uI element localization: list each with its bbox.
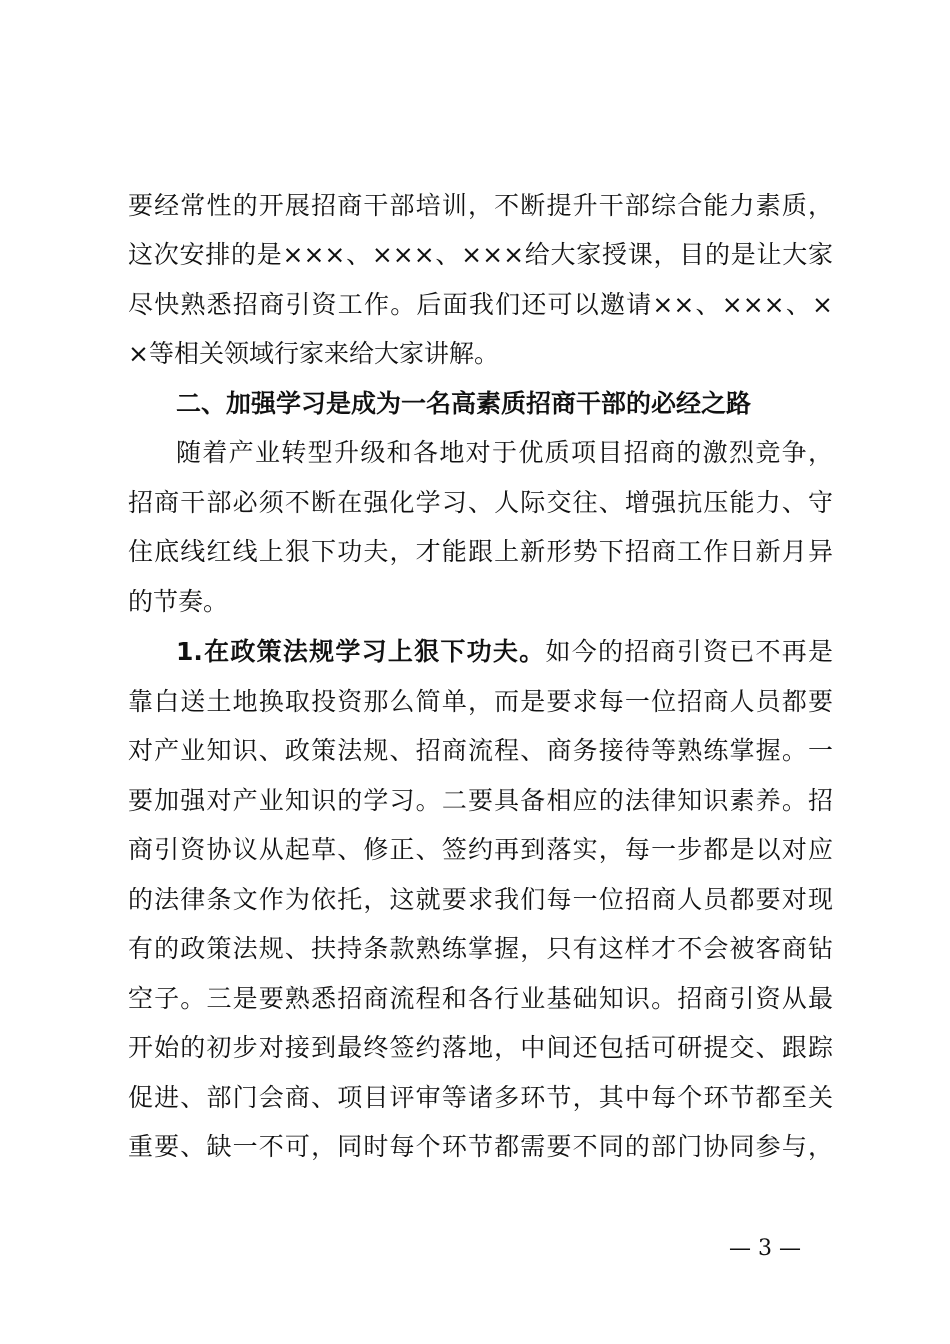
paragraph-3-line-9: 开始的初步对接到最终签约落地，中间还包括可研提交、跟踪 [128,1033,833,1062]
paragraph-3-line-5: 商引资协议从起草、修正、签约再到落实，每一步都是以对应 [128,835,833,864]
paragraph-3-line-3: 对产业知识、政策法规、招商流程、商务接待等熟练掌握。一 [128,736,833,765]
paragraph-1-line-4: ×等相关领域行家来给大家讲解。 [128,339,499,368]
page-number: — 3 — [729,1236,801,1261]
paragraph-2-line-4: 的节奏。 [128,587,229,616]
paragraph-1-line-1: 要经常性的开展招商干部培训，不断提升干部综合能力素质， [128,191,833,220]
paragraph-3-line-2: 靠白送土地换取投资那么简单，而是要求每一位招商人员都要 [128,687,833,716]
paragraph-3-lead: 1.在政策法规学习上狠下功夫。 [176,637,546,666]
paragraph-3-line-11: 重要、缺一不可，同时每个环节都需要不同的部门协同参与， [128,1132,833,1161]
paragraph-3-line-10: 促进、部门会商、项目评审等诸多环节，其中每个环节都至关 [128,1083,833,1112]
paragraph-2-line-3: 住底线红线上狠下功夫，才能跟上新形势下招商工作日新月异 [128,537,833,566]
section-heading-2: 二、加强学习是成为一名高素质招商干部的必经之路 [176,389,752,418]
paragraph-3-line-1 [176,627,833,677]
paragraph-3-first-line-rest: 如今的招商引资已不再是 [545,637,833,666]
paragraph-3-line-8: 空子。三是要熟悉招商流程和各行业基础知识。招商引资从最 [128,984,833,1013]
paragraph-2-line-1: 随着产业转型升级和各地对于优质项目招商的激烈竞争， [176,438,833,467]
paragraph-3-line-7: 有的政策法规、扶持条款熟练掌握，只有这样才不会被客商钻 [128,934,833,963]
paragraph-2-line-2: 招商干部必须不断在强化学习、人际交往、增强抗压能力、守 [128,488,833,517]
paragraph-3-line-6: 的法律条文作为依托，这就要求我们每一位招商人员都要对现 [128,885,833,914]
paragraph-3-line-4: 要加强对产业知识的学习。二要具备相应的法律知识素养。招 [128,786,833,815]
paragraph-1-line-3: 尽快熟悉招商引资工作。后面我们还可以邀请××、×××、× [128,290,833,319]
paragraph-1-line-2: 这次安排的是×××、×××、×××给大家授课，目的是让大家 [128,240,833,269]
